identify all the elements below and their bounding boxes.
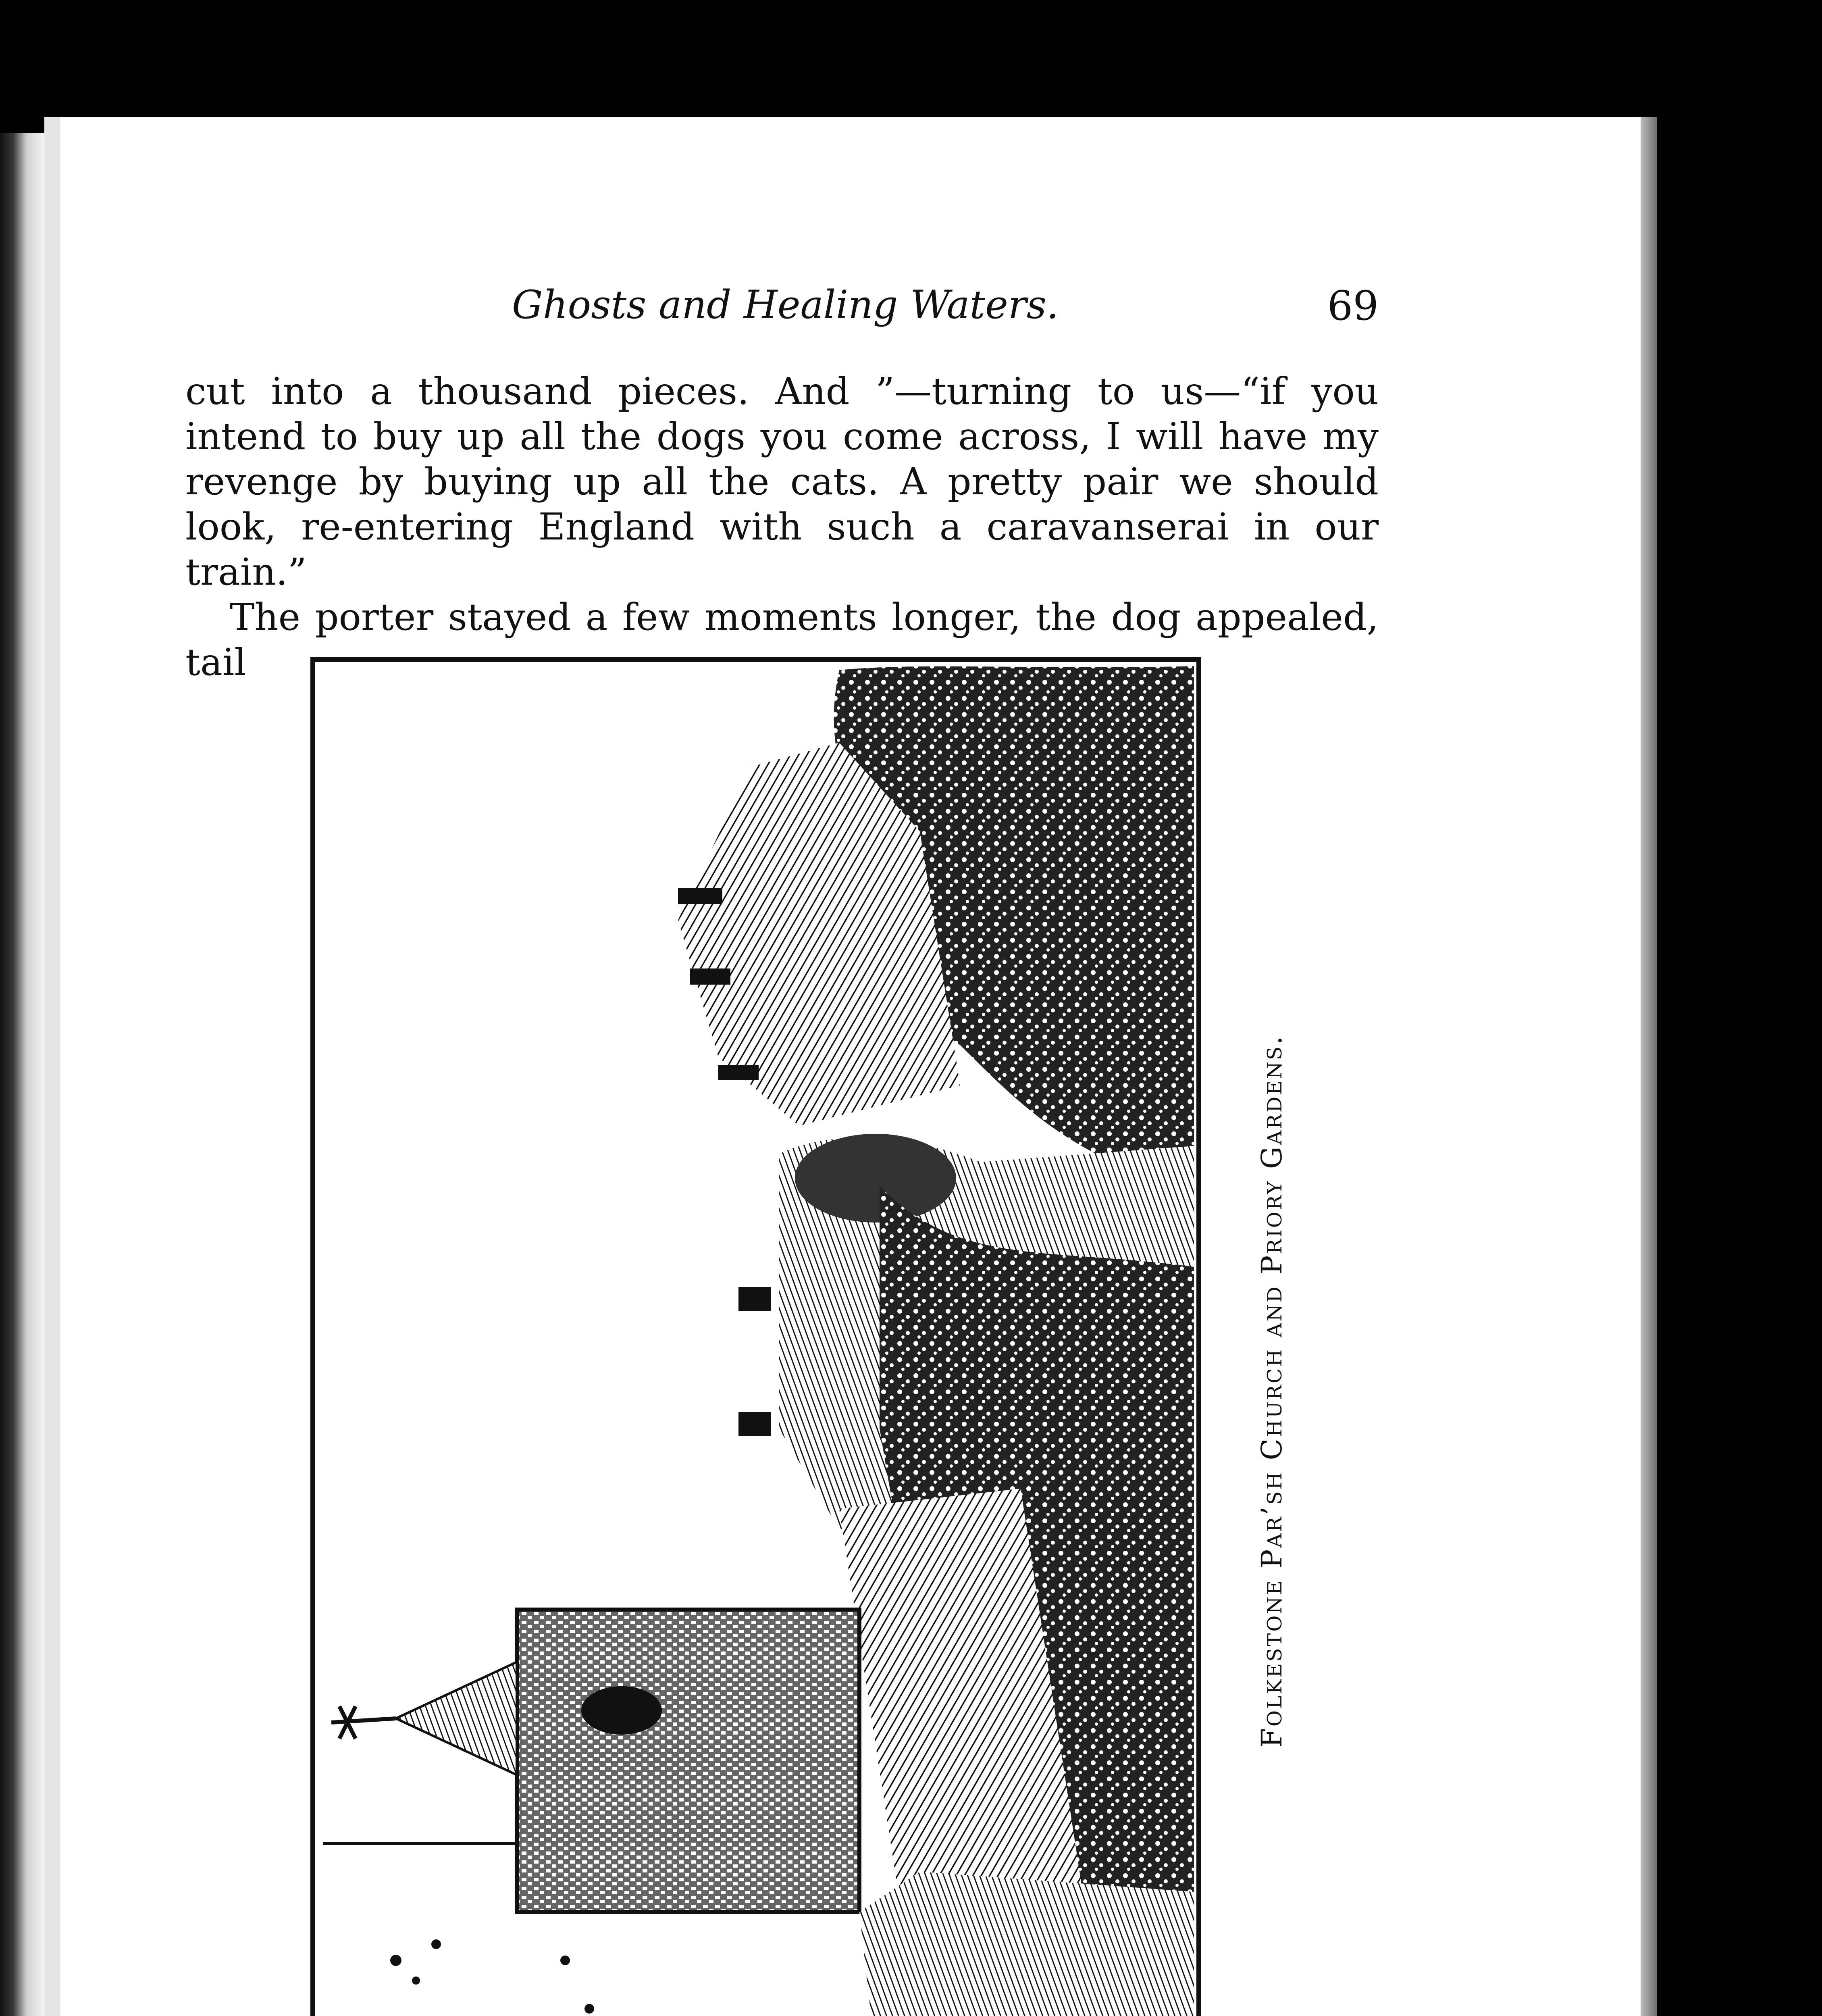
- book-spine: [0, 133, 44, 2016]
- running-title: Ghosts and Healing Waters.: [512, 282, 1059, 327]
- engraving-drawing: [315, 662, 1196, 2016]
- page-number: 69: [1327, 282, 1379, 329]
- page-edge: [1641, 117, 1657, 2016]
- paragraph: The porter stayed a few moments longer, the dog appealed, tail: [185, 596, 1379, 684]
- page-header: [185, 282, 1379, 343]
- paragraph: cut into a thousand pieces. And ”—turning to us—“if you intend to buy up all the dogs you come across, I will have my revenge by buying up all the cats. A pretty pair we should look, re-entering England with such a caravanserai in our train.”: [185, 370, 1379, 594]
- top-text: [185, 369, 1379, 685]
- church-illustration: [310, 657, 1201, 2016]
- figure-caption: [1250, 968, 1294, 1814]
- caption-text: Folkestone Par’sh Church and Priory Gardens.: [1255, 1034, 1288, 1748]
